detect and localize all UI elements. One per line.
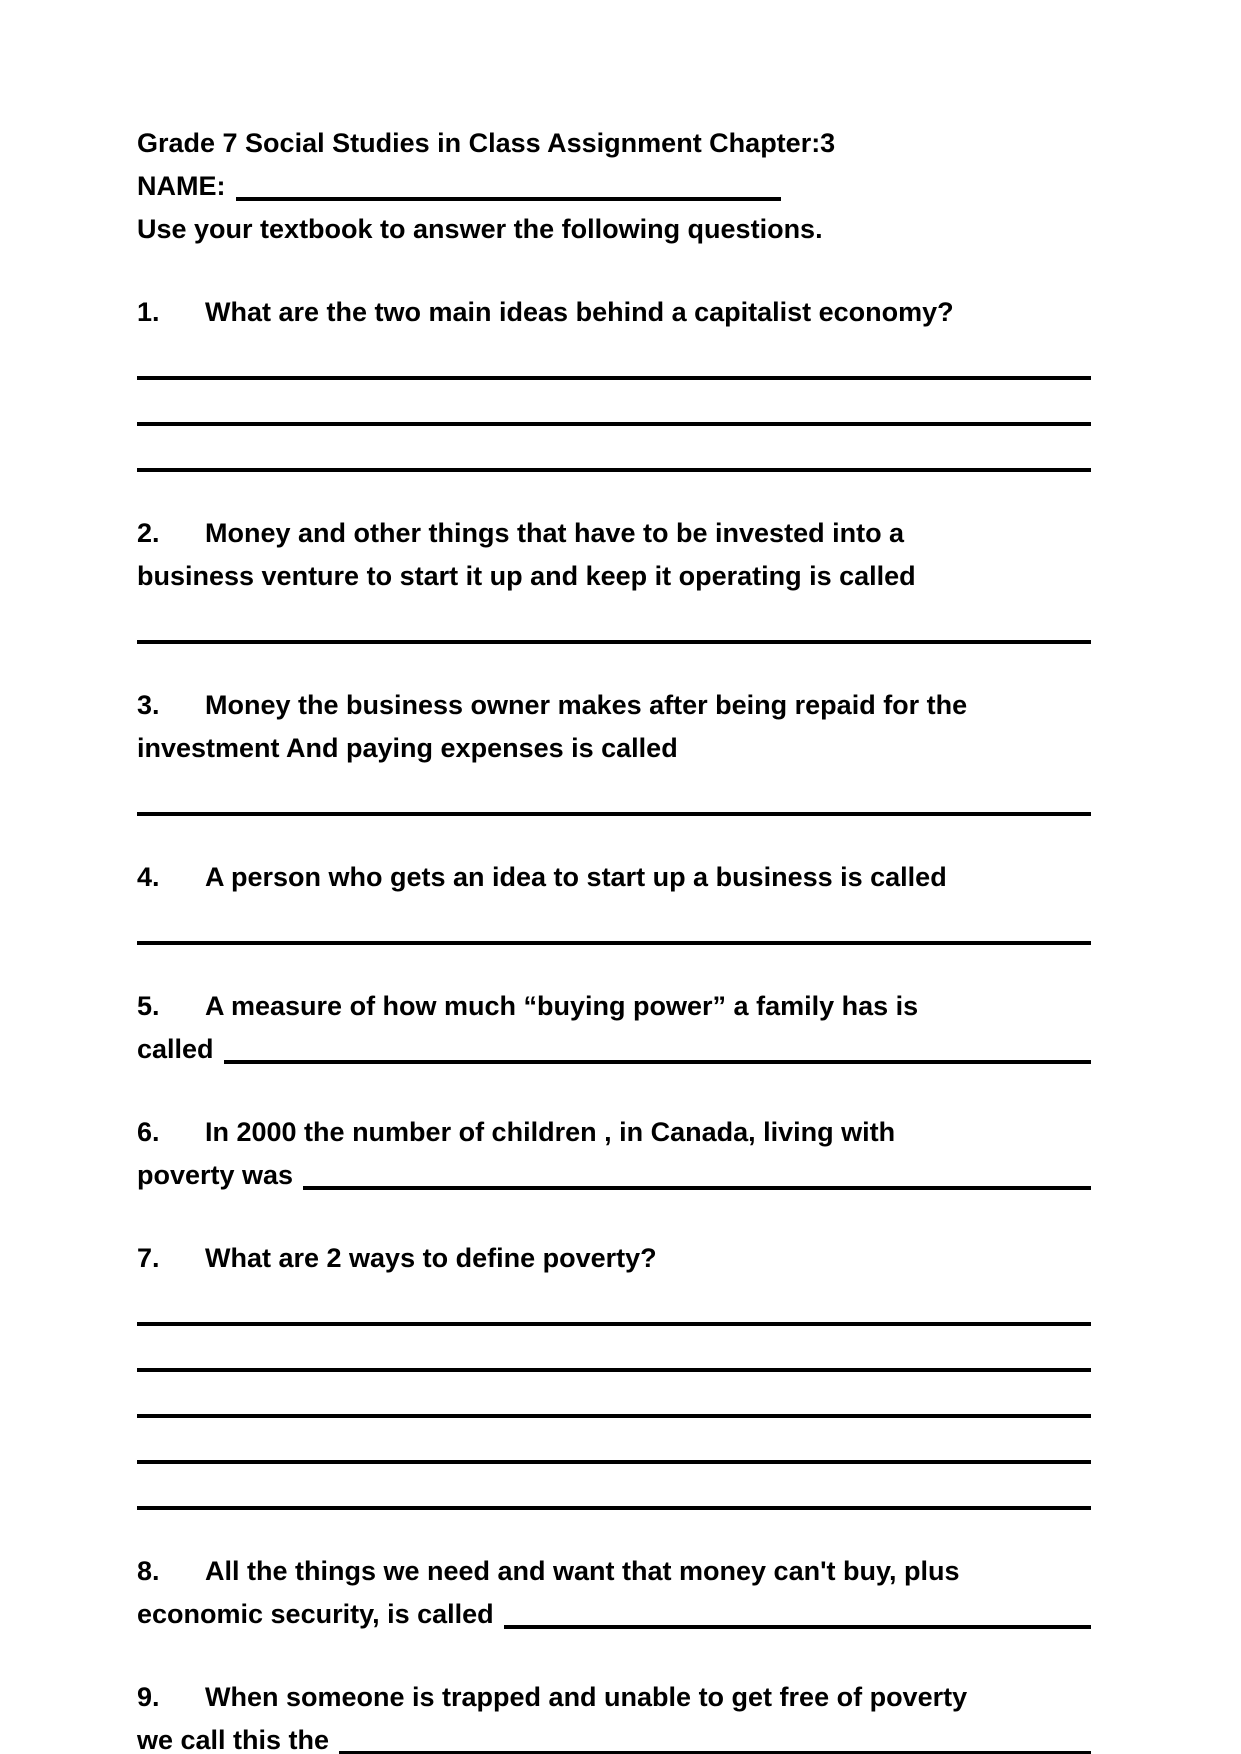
question-4-answer-area [137, 899, 1091, 945]
answer-line[interactable] [137, 598, 1091, 644]
question-number: 6. [137, 1117, 160, 1147]
answer-line[interactable] [137, 1280, 1091, 1326]
question-text: Money and other things that have to be invested into a [205, 518, 905, 548]
question-3-line-2: investment And paying expenses is called [137, 733, 678, 763]
question-text: Money the business owner makes after being repaid for the [205, 690, 968, 720]
question-2 [137, 512, 1091, 644]
question-8 [137, 1550, 1091, 1636]
question-text: we call this the [137, 1725, 330, 1754]
name-blank[interactable] [236, 197, 781, 201]
answer-line[interactable] [137, 899, 1091, 945]
question-7 [137, 1237, 1091, 1510]
name-row [137, 165, 1091, 208]
answer-line[interactable] [137, 426, 1091, 472]
question-5 [137, 985, 1091, 1071]
instruction-text: Use your textbook to answer the following questions. [137, 214, 823, 244]
question-number: 9. [137, 1682, 160, 1712]
question-number: 5. [137, 991, 160, 1021]
question-4 [137, 856, 1091, 945]
question-4-line-1 [137, 856, 1091, 899]
question-text: What are the two main ideas behind a capitalist economy? [205, 297, 954, 327]
answer-line[interactable] [137, 1326, 1091, 1372]
question-5-line-1 [137, 985, 1091, 1028]
question-number: 1. [137, 297, 160, 327]
question-text: A person who gets an idea to start up a business is called [205, 862, 947, 892]
answer-line[interactable] [137, 334, 1091, 380]
answer-line[interactable] [303, 1186, 1091, 1190]
question-text: A measure of how much “buying power” a family has is [205, 991, 919, 1021]
page-title: Grade 7 Social Studies in Class Assignment Chapter:3 [137, 128, 836, 158]
question-6-line-2 [137, 1154, 1091, 1197]
question-6 [137, 1111, 1091, 1197]
question-3-answer-area [137, 770, 1091, 816]
question-1 [137, 291, 1091, 472]
question-9-line-1 [137, 1676, 1091, 1719]
question-3 [137, 684, 1091, 816]
answer-line[interactable] [224, 1060, 1091, 1064]
question-5-line-2 [137, 1028, 1091, 1071]
question-text: poverty was [137, 1160, 294, 1190]
answer-line[interactable] [137, 380, 1091, 426]
answer-line[interactable] [137, 1464, 1091, 1510]
answer-line[interactable] [504, 1625, 1091, 1629]
question-number: 3. [137, 690, 160, 720]
answer-line[interactable] [137, 1418, 1091, 1464]
name-label: NAME: [137, 171, 226, 201]
question-9 [137, 1676, 1091, 1754]
question-text: In 2000 the number of children , in Canada, living with [205, 1117, 896, 1147]
question-2-line-1 [137, 512, 1091, 555]
question-9-line-2 [137, 1719, 1091, 1754]
question-number: 2. [137, 518, 160, 548]
question-text: When someone is trapped and unable to get free of poverty [205, 1682, 968, 1712]
question-number: 4. [137, 862, 160, 892]
question-2-line-2: business venture to start it up and keep it operating is called [137, 561, 916, 591]
answer-line[interactable] [137, 1372, 1091, 1418]
question-text: economic security, is called [137, 1599, 494, 1629]
question-1-answer-area [137, 334, 1091, 472]
question-number: 8. [137, 1556, 160, 1586]
question-7-line-1 [137, 1237, 1091, 1280]
question-3-line-1 [137, 684, 1091, 727]
question-number: 7. [137, 1243, 160, 1273]
question-8-line-2 [137, 1593, 1091, 1636]
question-text: What are 2 ways to define poverty? [205, 1243, 657, 1273]
question-text: All the things we need and want that money can't buy, plus [205, 1556, 960, 1586]
question-text: called [137, 1034, 214, 1064]
worksheet-header [137, 122, 1091, 251]
question-8-line-1 [137, 1550, 1091, 1593]
question-2-answer-area [137, 598, 1091, 644]
question-1-line-1 [137, 291, 1091, 334]
question-6-line-1 [137, 1111, 1091, 1154]
answer-line[interactable] [137, 770, 1091, 816]
question-7-answer-area [137, 1280, 1091, 1510]
